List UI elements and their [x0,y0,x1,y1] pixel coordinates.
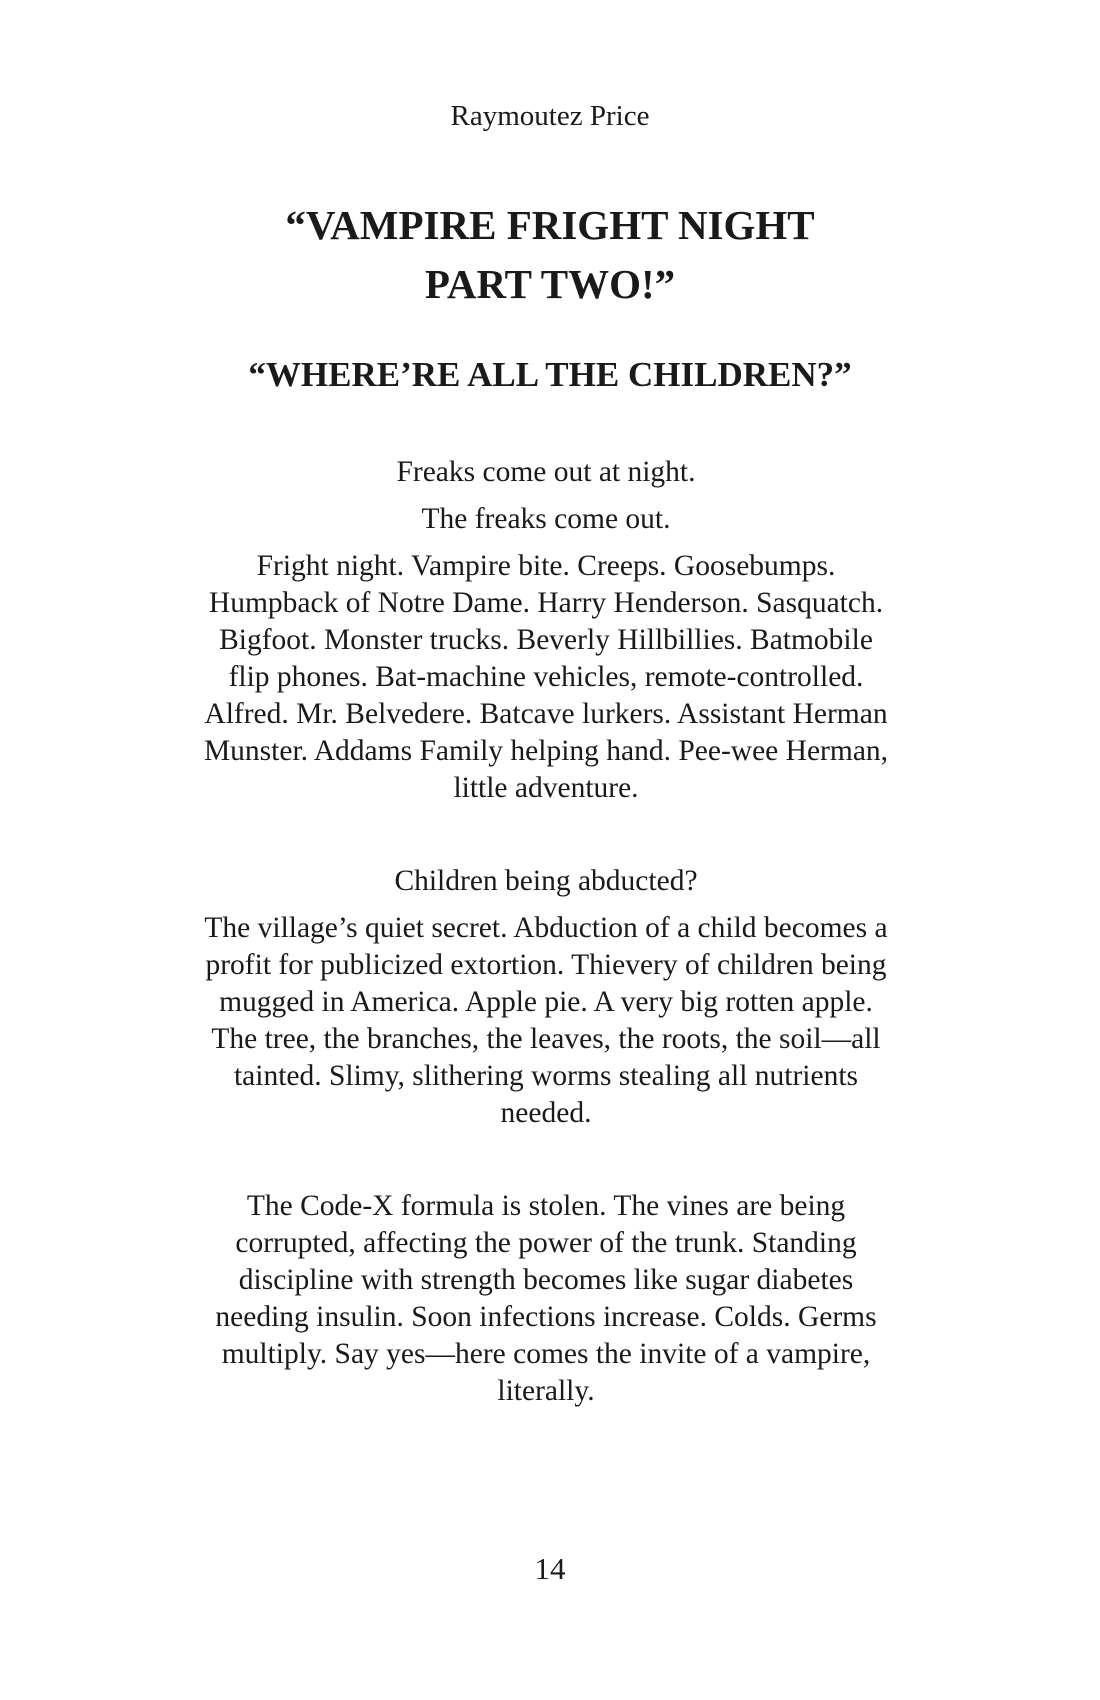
chapter-subtitle: “WHERE’RE ALL THE CHILDREN?” [248,355,852,394]
body-text [196,454,896,1410]
chapter-title [0,196,1100,314]
paragraph-2: The freaks come out. [421,503,671,535]
page-number: 14 [534,1551,566,1586]
chapter-title-line-2: PART TWO!” [424,261,676,307]
running-head-author: Raymoutez Price [450,100,650,132]
paragraph-5: The village’s quiet secret. Abduction of a child becomes a profit for publicized extortion. Thievery of children being mugged in America. Apple pie. A very big rotten apple. The tree, the branches, the leaves, the roots, the soil—all tainted. Slimy, slithering worms stealing all nutrients needed. [204,912,888,1129]
paragraph-4: Children being abducted? [394,865,698,897]
paragraph-3: Fright night. Vampire bite. Creeps. Goosebumps. Humpback of Notre Dame. Harry Henderson. Sasquatch. Bigfoot. Monster trucks. Beverly Hillbillies. Batmobile flip phones. Bat-machine vehicles, remote-controlled. Alfred. Mr. Belvedere. Batcave lurkers. Assistant Herman Munster. Addams Family helping hand. Pee-wee Herman, little adventure. [203,550,889,804]
paragraph-6: The Code-X formula is stolen. The vines are being corrupted, affecting the power of the trunk. Standing discipline with strength becomes like sugar diabetes needing insulin. Soon infections increase. Colds. Germs multiply. Say yes—here comes the invite of a vampire, literally. [215,1190,877,1407]
paragraph-1: Freaks come out at night. [396,456,696,488]
chapter-title-line-1: “VAMPIRE FRIGHT NIGHT [285,202,815,248]
